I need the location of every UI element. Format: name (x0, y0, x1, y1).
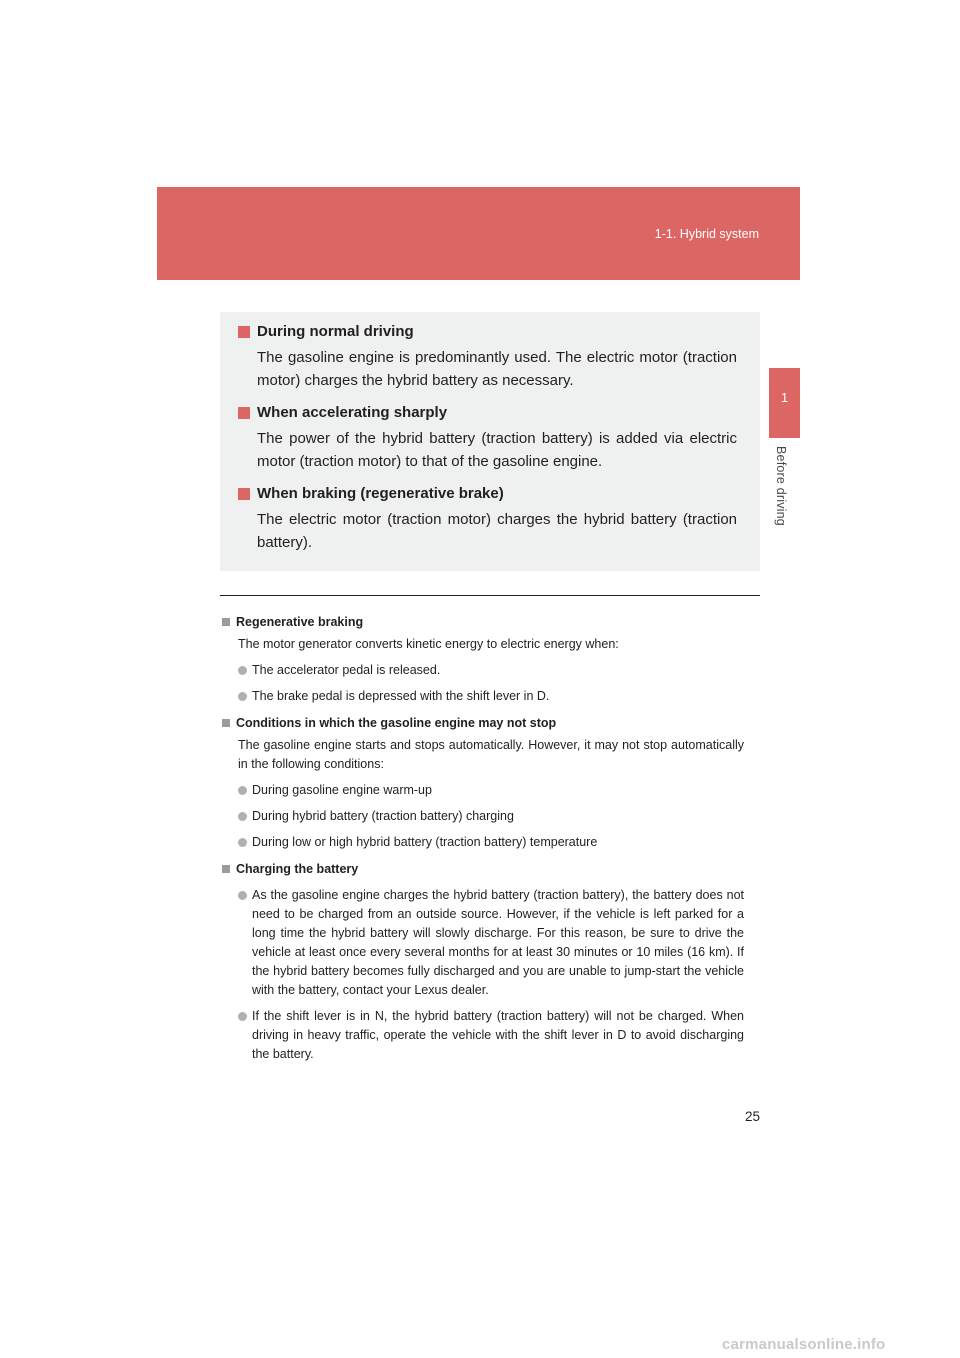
watermark: carmanualsonline.info (722, 1336, 886, 1353)
square-bullet-icon (222, 865, 230, 873)
circle-bullet-icon (238, 812, 247, 821)
circle-bullet-icon (238, 666, 247, 675)
square-bullet-icon (238, 488, 250, 500)
square-bullet-icon (222, 618, 230, 626)
list-item: During hybrid battery (traction battery) charging (238, 807, 744, 826)
list-item: As the gasoline engine charges the hybrid battery (traction battery), the battery does not need to be charged from an outside source. However, if the vehicle is left parked for a long time the hybrid battery will slowly discharge. For this reason, be sure to drive the vehicle at least once every several months for at least 30 minutes or 10 miles (16 km). If the hybrid battery becomes fully discharged and you are unable to jump-start the vehicle with the battery, contact your Lexus dealer. (238, 886, 744, 1000)
chapter-tab (769, 368, 800, 438)
note-heading: Conditions in which the gasoline engine may not stop (236, 716, 557, 730)
info-body: The electric motor (traction motor) charges the hybrid battery (traction battery). (257, 511, 737, 551)
circle-bullet-icon (238, 1012, 247, 1021)
list-item: The brake pedal is depressed with the shift lever in D. (238, 687, 744, 706)
circle-bullet-icon (238, 838, 247, 847)
note-text: The gasoline engine starts and stops automatically. However, it may not stop automatically in the following conditions: (238, 738, 744, 771)
info-heading: When braking (regenerative brake) (257, 485, 504, 502)
note-heading: Regenerative braking (236, 615, 364, 629)
circle-bullet-icon (238, 786, 247, 795)
info-item (238, 320, 738, 392)
note-text: The motor generator converts kinetic energy to electric energy when: (238, 637, 619, 651)
circle-bullet-icon (238, 891, 247, 900)
page-number: 25 (744, 1109, 760, 1124)
list-item: If the shift lever is in N, the hybrid battery (traction battery) will not be charged. When driving in heavy traffic, operate the vehicle with the shift lever in D to avoid discharging the battery. (238, 1007, 744, 1064)
square-bullet-icon (222, 719, 230, 727)
info-item (238, 482, 738, 554)
info-item (238, 401, 738, 473)
info-box (220, 312, 760, 571)
chapter-number: 1 (780, 390, 789, 405)
list-item: During low or high hybrid battery (traction battery) temperature (238, 833, 744, 852)
section-title: 1-1. Hybrid system (654, 227, 759, 241)
divider-rule (220, 595, 760, 596)
info-body: The gasoline engine is predominantly used. The electric motor (traction motor) charges the hybrid battery as necessary. (257, 349, 737, 389)
notes-section (222, 612, 744, 1064)
info-heading: During normal driving (257, 323, 414, 340)
info-body: The power of the hybrid battery (traction battery) is added via electric motor (traction motor) to that of the gasoline engine. (257, 430, 737, 470)
list-item: During gasoline engine warm-up (238, 781, 744, 800)
info-heading: When accelerating sharply (257, 404, 448, 421)
list-item: The accelerator pedal is released. (238, 661, 744, 680)
circle-bullet-icon (238, 692, 247, 701)
header-band (157, 187, 800, 280)
chapter-label: Before driving (774, 446, 788, 526)
square-bullet-icon (238, 326, 250, 338)
square-bullet-icon (238, 407, 250, 419)
note-heading: Charging the battery (236, 862, 359, 876)
